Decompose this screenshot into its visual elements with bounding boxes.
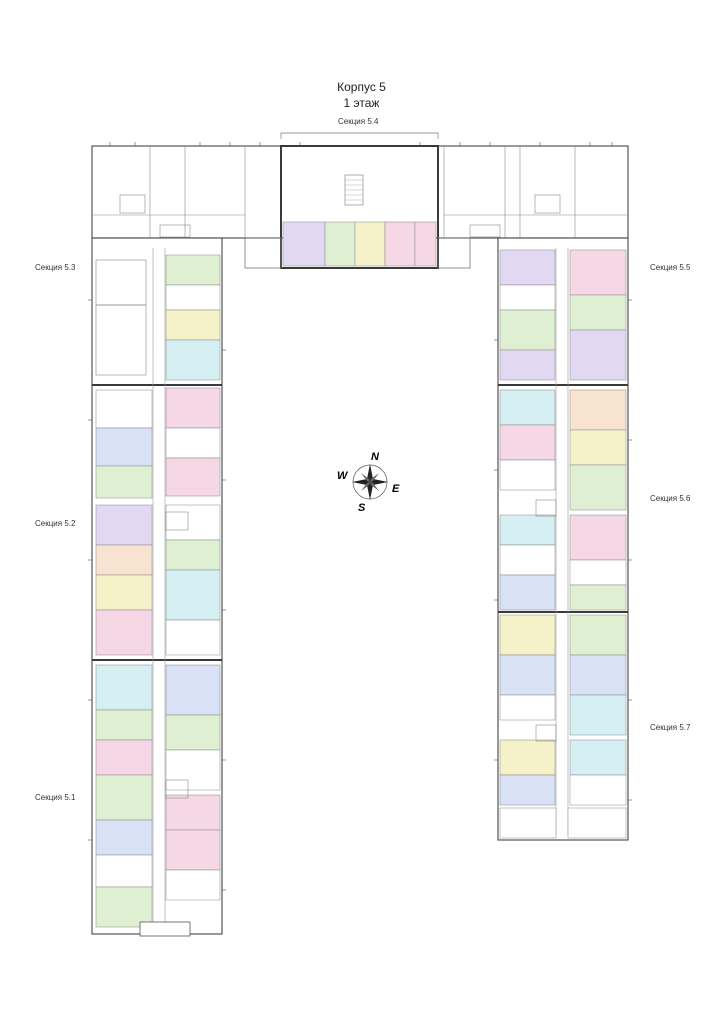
section-label-5-3: Секция 5.3 <box>35 263 76 272</box>
right-wing <box>494 238 632 840</box>
compass-e-label: E <box>392 483 400 495</box>
section-label-5-5: Секция 5.5 <box>650 263 691 272</box>
section-label-5-4: Секция 5.4 <box>338 117 379 126</box>
compass-s-label: S <box>358 502 366 514</box>
section-label-5-7: Секция 5.7 <box>650 723 691 732</box>
compass-w-label: W <box>337 470 348 482</box>
compass-n-label: N <box>371 451 379 463</box>
building-title: Корпус 5 <box>337 80 386 94</box>
compass-rose <box>352 464 388 500</box>
section-5-4-bracket <box>281 133 438 139</box>
section-label-5-6: Секция 5.6 <box>650 494 691 503</box>
section-label-5-1: Секция 5.1 <box>35 793 76 802</box>
section-label-5-2: Секция 5.2 <box>35 519 76 528</box>
floor-title: 1 этаж <box>343 96 380 110</box>
left-wing <box>88 238 226 936</box>
